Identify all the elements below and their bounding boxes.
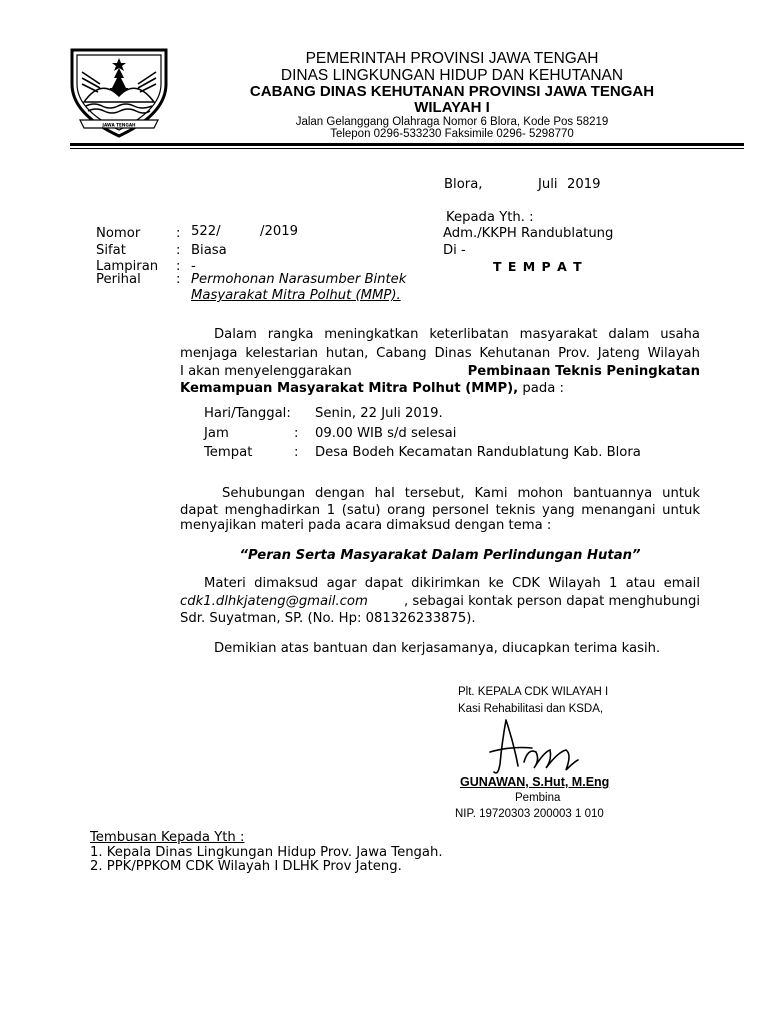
recipient-to: Kepada Yth. :: [446, 210, 534, 225]
tempat-value: Desa Bodeh Kecamatan Randublatung Kab. Blora: [315, 445, 641, 460]
letterhead-rule-thick: [70, 143, 744, 146]
paragraph-1-line-3: [180, 364, 700, 379]
paragraph-1-line-3-text: I akan menyelenggarakan: [180, 364, 352, 379]
sifat-label: Sifat: [96, 243, 126, 258]
tempat-colon: :: [294, 445, 299, 460]
header-phone: Telepon 0296-533230 Faksimile 0296- 5298770: [330, 128, 574, 140]
hari-value: Senin, 22 Juli 2019.: [315, 406, 443, 421]
perihal-colon: :: [176, 272, 181, 287]
jam-colon: :: [294, 426, 299, 441]
paragraph-2-line-2: dapat menghadirkan 1 (satu) orang personel teknis yang menangani untuk: [180, 503, 700, 518]
jam-label: Jam: [204, 426, 229, 441]
perihal-line-2: Masyarakat Mitra Polhut (MMP).: [191, 288, 401, 303]
paragraph-3-line-3: Sdr. Suyatman, SP. (No. Hp: 081326233875).: [180, 611, 476, 626]
signatory-title-1: Plt. KEPALA CDK WILAYAH I: [458, 686, 609, 698]
sifat-colon: :: [176, 243, 181, 258]
recipient-name: Adm./KKPH Randublatung: [443, 226, 614, 241]
header-line-government: PEMERINTAH PROVINSI JAWA TENGAH: [305, 50, 599, 67]
provincial-emblem: [66, 44, 172, 140]
cc-item-1: 1. Kepala Dinas Lingkungan Hidup Prov. Jawa Tengah.: [90, 845, 443, 860]
nomor-suffix: /2019: [260, 224, 299, 239]
recipient-place: T E M P A T: [493, 259, 583, 274]
recipient-di: Di -: [443, 243, 466, 258]
signatory-nip: NIP. 19720303 200003 1 010: [455, 808, 604, 820]
paragraph-3-line-2-tail: , sebagai kontak person dapat menghubungi: [404, 594, 700, 609]
paragraph-2-line-3: menyajikan materi pada acara dimaksud dengan tema :: [180, 518, 552, 533]
event-theme: “Peran Serta Masyarakat Dalam Perlindungan Hutan”: [239, 548, 641, 563]
event-name-part-2: Kemampuan Masyarakat Mitra Polhut (MMP),: [180, 381, 519, 396]
paragraph-2-line-1: Sehubungan dengan hal tersebut, Kami mohon bantuannya untuk: [222, 486, 700, 501]
sifat-value: Biasa: [191, 243, 227, 258]
nomor-label: Nomor: [96, 226, 141, 241]
signatory-rank: Pembina: [515, 792, 561, 804]
closing-paragraph: Demikian atas bantuan dan kerjasamanya, diucapkan terima kasih.: [214, 641, 661, 656]
paragraph-3-line-1: Materi dimaksud agar dapat dikirimkan ke CDK Wilayah 1 atau email: [204, 576, 700, 591]
paragraph-1-line-1: Dalam rangka meningkatkan keterlibatan masyarakat dalam usaha: [214, 327, 700, 342]
perihal-line-1: Permohonan Narasumber Bintek: [191, 272, 407, 287]
lampiran-label: Lampiran: [96, 259, 159, 274]
paragraph-1-line-4: [180, 381, 564, 396]
lampiran-value: -: [191, 259, 196, 274]
event-name-part-1: Pembinaan Teknis Peningkatan: [467, 364, 700, 379]
jam-value: 09.00 WIB s/d selesai: [315, 426, 457, 441]
header-address: Jalan Gelanggang Olahraga Nomor 6 Blora, Kode Pos 58219: [295, 116, 609, 128]
date-month: Juli: [538, 177, 558, 192]
header-line-agency: DINAS LINGKUNGAN HIDUP DAN KEHUTANAN: [280, 67, 624, 84]
paragraph-1-line-2: menjaga kelestarian hutan, Cabang Dinas Kehutanan Prov. Jateng Wilayah: [180, 346, 700, 361]
handwritten-signature: [486, 712, 582, 782]
hari-label: Hari/Tanggal:: [204, 406, 291, 421]
nomor-colon: :: [176, 226, 181, 241]
svg-text:JAWA TENGAH: JAWA TENGAH: [102, 122, 136, 128]
paragraph-1-line-4-tail: pada :: [518, 381, 564, 396]
lampiran-colon: :: [176, 259, 181, 274]
perihal-label: Perihal: [96, 272, 141, 287]
contact-email: cdk1.dlhkjateng@gmail.com: [180, 594, 368, 609]
paragraph-3-line-2: [180, 594, 700, 609]
header-line-branch: CABANG DINAS KEHUTANAN PROVINSI JAWA TENGAH: [249, 83, 655, 100]
date-year: 2019: [567, 177, 601, 192]
signatory-title-2: Kasi Rehabilitasi dan KSDA,: [458, 703, 604, 715]
cc-heading: Tembusan Kepada Yth :: [90, 830, 245, 845]
nomor-prefix: 522/: [191, 224, 221, 239]
signatory-name: GUNAWAN, S.Hut, M.Eng: [460, 775, 610, 789]
header-line-region: WILAYAH I: [414, 99, 490, 116]
tempat-label: Tempat: [204, 445, 253, 460]
letterhead-rule-thin: [70, 148, 744, 149]
cc-item-2: 2. PPK/PPKOM CDK Wilayah I DLHK Prov Jateng.: [90, 859, 402, 874]
place-city: Blora,: [444, 177, 483, 192]
